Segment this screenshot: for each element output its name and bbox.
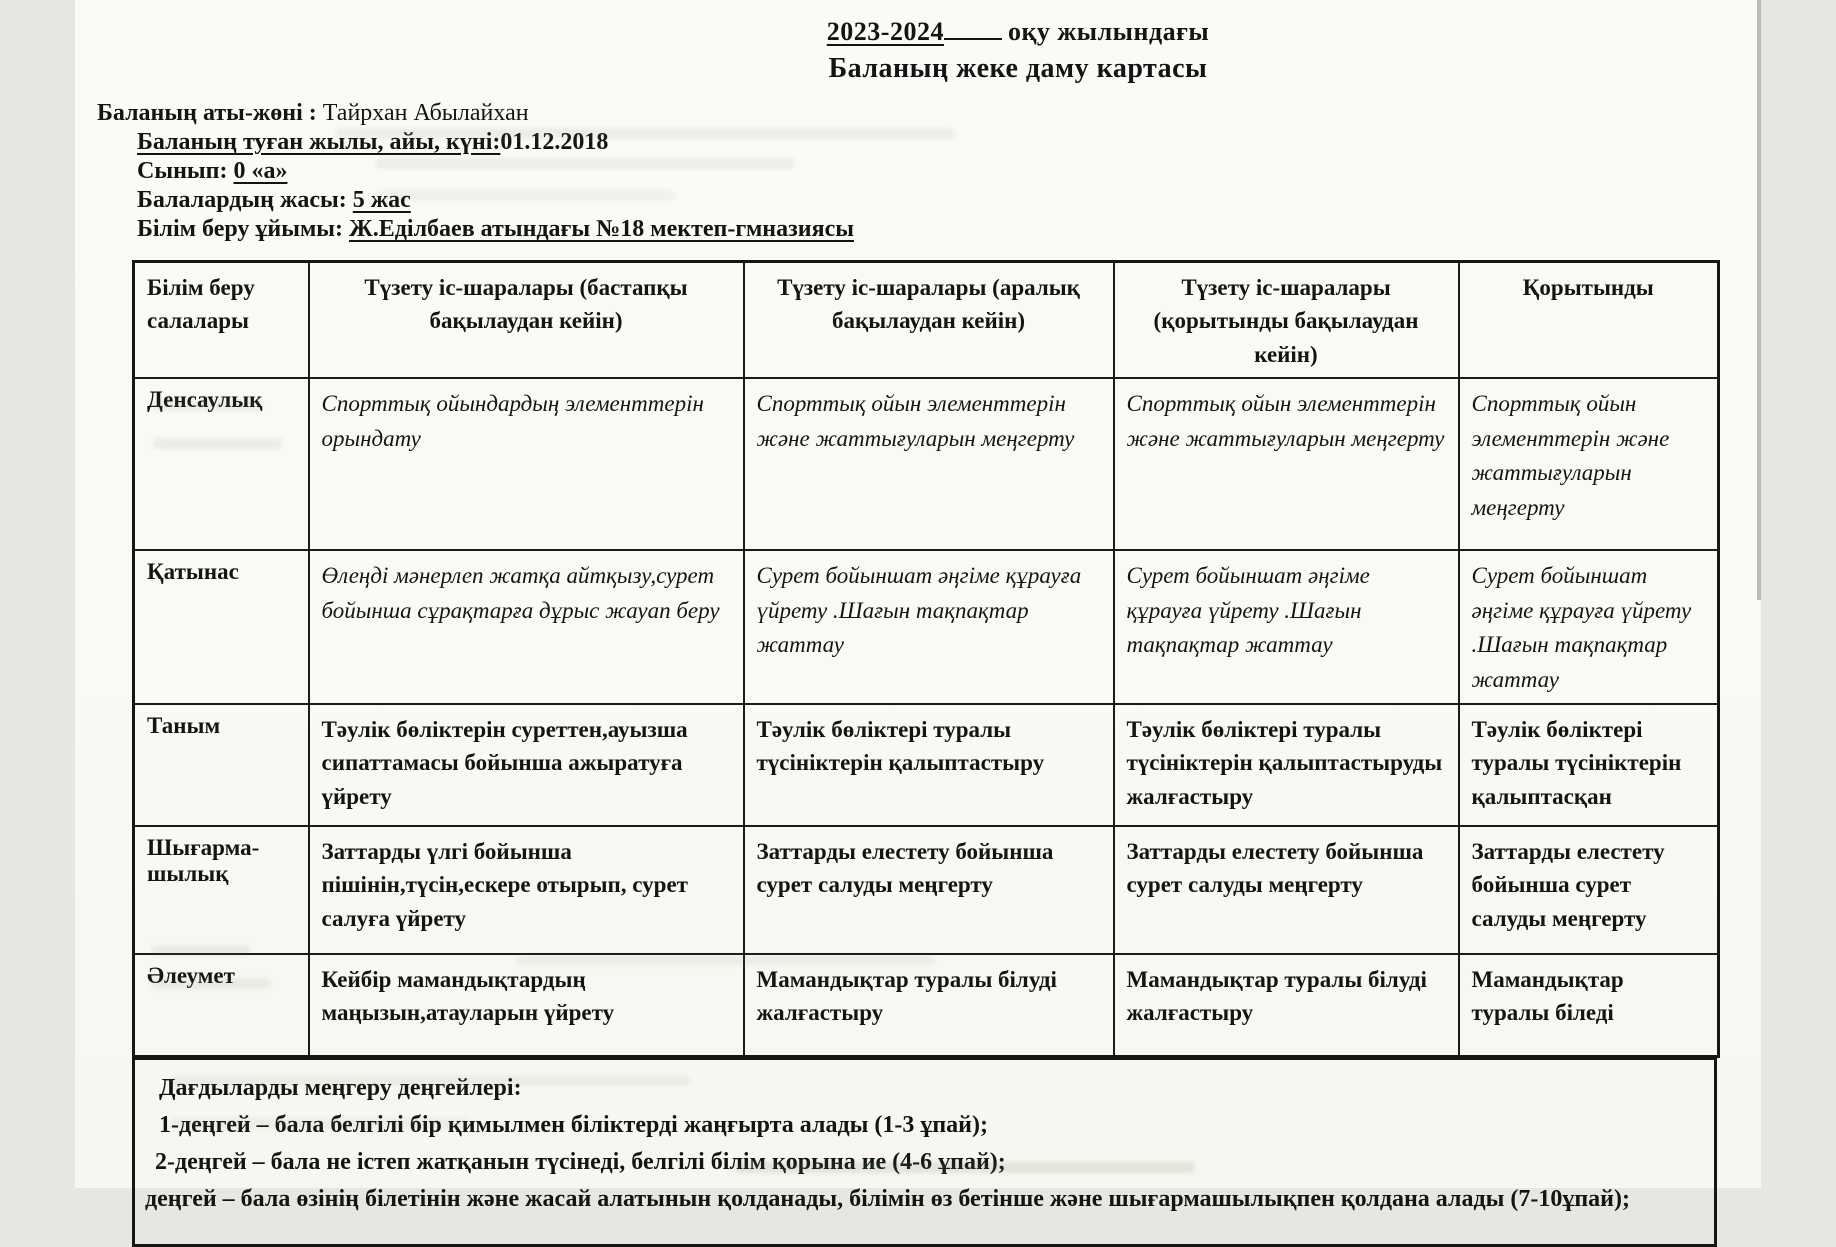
category-cell: Шығарма-шылық <box>134 826 309 954</box>
table-cell: Мамандықтар туралы білуді жалғастыру <box>744 954 1114 1056</box>
info-value: 5 жас <box>352 187 411 213</box>
development-table <box>132 260 1720 1058</box>
table-row <box>134 378 1719 550</box>
child-info-block <box>75 99 1761 244</box>
table-cell: Мамандықтар туралы біледі <box>1459 954 1719 1056</box>
table-cell: Спорттық ойын элементтерін және жаттығуларын меңгерту <box>1459 378 1719 550</box>
document-title-block <box>175 0 1836 85</box>
table-header-cell: Түзету іс-шаралары (аралық бақылаудан кейін) <box>744 262 1114 379</box>
table-cell: Спорттық ойын элементтерін және жаттығуларын меңгерту <box>1114 378 1459 550</box>
table-row <box>134 550 1719 704</box>
info-label: Сынып: <box>137 158 228 184</box>
table-cell: Сурет бойыншат әңгіме құрауға үйрету .Шағын тақпақтар жаттау <box>1114 550 1459 704</box>
skill-level-line: деңгей – бала өзінің білетінін және жасай алатынын қолданады, білімін өз бетінше және шығармашылықпен қолдана алады (7-10ұпай); <box>145 1186 1630 1213</box>
info-label: Баланың туған жылы, айы, күні: <box>137 129 501 155</box>
skill-levels-title: Дағдыларды меңгеру деңгейлері: <box>159 1074 522 1101</box>
school-year: 2023-2024 <box>826 17 944 46</box>
table-row <box>134 826 1719 954</box>
table-cell: Заттарды елестету бойынша сурет салуды меңгерту <box>1114 826 1459 954</box>
skill-level-line: 1-деңгей – бала белгілі бір қимылмен біліктерді жаңғырта алады (1-3 ұпай); <box>159 1111 988 1138</box>
table-cell: Тәулік бөліктері туралы түсініктерін қалыптастыруды жалғастыру <box>1114 704 1459 826</box>
table-cell: Сурет бойыншат әңгіме құрауға үйрету .Шағын тақпақтар жаттау <box>1459 550 1719 704</box>
table-cell: Сурет бойыншат әңгіме құрауға үйрету .Шағын тақпақтар жаттау <box>744 550 1114 704</box>
table-row <box>134 704 1719 826</box>
info-label: Баланың аты-жөні : <box>97 100 317 126</box>
info-line-class <box>137 157 1761 186</box>
skill-levels-box <box>132 1058 1717 1247</box>
table-cell: Кейбір мамандықтардың маңызын,атауларын үйрету <box>309 954 744 1056</box>
scanned-document-page <box>75 0 1761 1213</box>
school-year-line <box>175 12 1836 47</box>
table-cell: Тәулік бөліктері туралы түсініктерін қалыптастыру <box>744 704 1114 826</box>
info-line-name <box>97 99 1761 128</box>
table-header-cell: Білім беру салалары <box>134 262 309 379</box>
table-header-cell: Қорытынды <box>1459 262 1719 379</box>
table-cell: Мамандықтар туралы білуді жалғастыру <box>1114 954 1459 1056</box>
table-cell: Заттарды елестету бойынша сурет салуды меңгерту <box>1459 826 1719 954</box>
category-cell: Денсаулық <box>134 378 309 550</box>
table-cell: Тәулік бөліктері туралы түсініктерін қалыптасқан <box>1459 704 1719 826</box>
table-cell: Заттарды үлгі бойынша пішінін,түсін,ескере отырып, сурет салуға үйрету <box>309 826 744 954</box>
info-value: 0 «а» <box>233 158 288 184</box>
table-header-row <box>134 262 1719 379</box>
info-value: Тайрхан Абылайхан <box>322 100 529 126</box>
table-cell: Спорттық ойын элементтерін және жаттығуларын меңгерту <box>744 378 1114 550</box>
category-cell: Қатынас <box>134 550 309 704</box>
info-value: 01.12.2018 <box>500 129 609 155</box>
scan-edge-artifact <box>1757 0 1761 600</box>
category-cell: Әлеумет <box>134 954 309 1056</box>
table-cell: Заттарды елестету бойынша сурет салуды меңгерту <box>744 826 1114 954</box>
document-title: Баланың жеке даму картасы <box>828 53 1208 84</box>
table-cell: Өлеңді мәнерлеп жатқа айтқызу,сурет бойынша сұрақтарға дұрыс жауап беру <box>309 550 744 704</box>
table-cell: Тәулік бөліктерін суреттен,ауызша сипаттамасы бойынша ажыратуға үйрету <box>309 704 744 826</box>
info-line-age <box>137 186 1761 215</box>
info-label: Білім беру ұйымы: <box>137 216 344 242</box>
info-line-birthdate <box>137 128 1761 157</box>
table-row <box>134 954 1719 1056</box>
table-cell: Спорттық ойындардың элементтерін орындату <box>309 378 744 550</box>
school-year-suffix: оқу жылындағы <box>1007 17 1210 46</box>
skill-level-line: 2-деңгей – бала не істеп жатқанын түсінеді, белгілі білім қорына ие (4-6 ұпай); <box>155 1148 1006 1175</box>
table-header-cell: Түзету іс-шаралары (бастапқы бақылаудан кейін) <box>309 262 744 379</box>
info-label: Балалардың жасы: <box>137 187 347 213</box>
underline-blank <box>944 12 1002 40</box>
table-header-cell: Түзету іс-шаралары (қорытынды бақылаудан кейін) <box>1114 262 1459 379</box>
info-line-school <box>137 215 1761 244</box>
category-cell: Таным <box>134 704 309 826</box>
info-value: Ж.Еділбаев атындағы №18 мектеп-гмназиясы <box>349 216 854 242</box>
